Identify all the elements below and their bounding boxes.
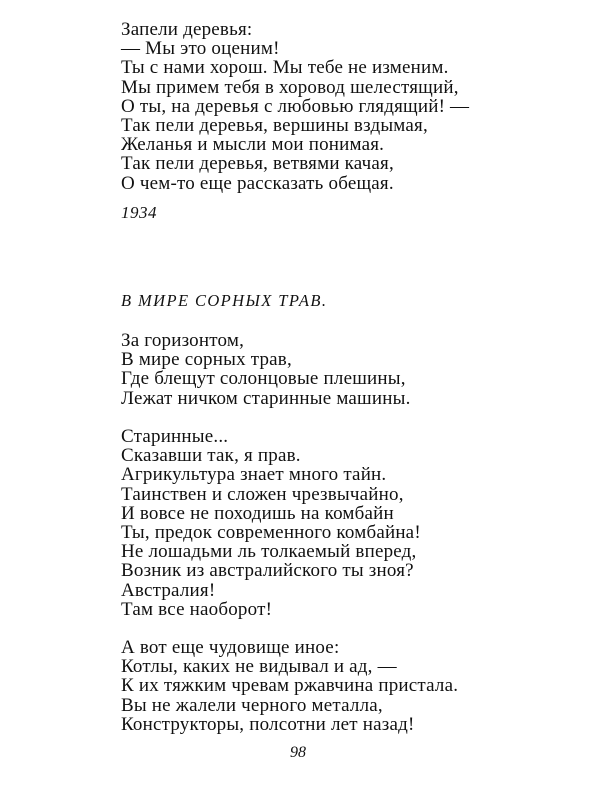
poem-line: Желанья и мысли мои понимая. (121, 134, 385, 156)
poem-line: За горизонтом, (121, 330, 245, 351)
poem-line: Вы не жалели черного металла, (121, 694, 383, 716)
poem-line: Котлы, каких не видывал и ад, — (121, 656, 397, 678)
poem-line: И вовсе не походишь на комбайн (121, 502, 394, 524)
poem-line: Таинствен и сложен чрезвычайно, (121, 483, 404, 505)
poem-line: Сказавши так, я прав. (121, 445, 301, 467)
poem-line: О ты, на деревья с любовью глядящий! — (121, 95, 470, 117)
poem-line: Так пели деревья, ветвями качая, (121, 153, 394, 175)
poem-line: А вот еще чудовище иное: (121, 637, 340, 658)
poem-line: Так пели деревья, вершины вздымая, (121, 115, 428, 137)
poem-line: О чем-то еще рассказать обещая. (121, 172, 394, 194)
poem-line: Не лошадьми ль толкаемый вперед, (121, 541, 417, 563)
stanza-horizon (121, 331, 411, 408)
poem-line: Агрикультура знает много тайн. (121, 464, 387, 486)
stanza-trees-song (121, 20, 469, 193)
poem-line: Ты, предок современного комбайна! (121, 522, 421, 544)
poem-line: — Мы это оценим! (121, 38, 280, 60)
poem-line: Ты с нами хорош. Мы тебе не изменим. (121, 57, 449, 79)
page-number: 98 (290, 744, 306, 761)
poem-line: Запели деревья: (121, 19, 253, 40)
stanza-monster (121, 638, 458, 734)
stanza-old-machines (121, 427, 421, 619)
poem-line: Возник из австралийского ты зноя? (121, 560, 414, 582)
poem-line: Где блещут солонцовые плешины, (121, 368, 406, 390)
poem-line: Конструкторы, полсотни лет назад! (121, 713, 415, 735)
poem-title: В МИРЕ СОРНЫХ ТРАВ. (121, 291, 328, 310)
poem-line: Там все наоборот! (121, 598, 273, 620)
poem-line: К их тяжким чревам ржавчина пристала. (121, 675, 459, 697)
poem-line: Мы примем тебя в хоровод шелестящий, (121, 76, 459, 98)
poem-line: Старинные... (121, 426, 229, 447)
poem-line: Лежат ничком старинные машины. (121, 387, 411, 409)
poem-line: Австралия! (121, 579, 216, 601)
poem-year: 1934 (121, 203, 157, 222)
poem-line: В мире сорных трав, (121, 349, 292, 371)
